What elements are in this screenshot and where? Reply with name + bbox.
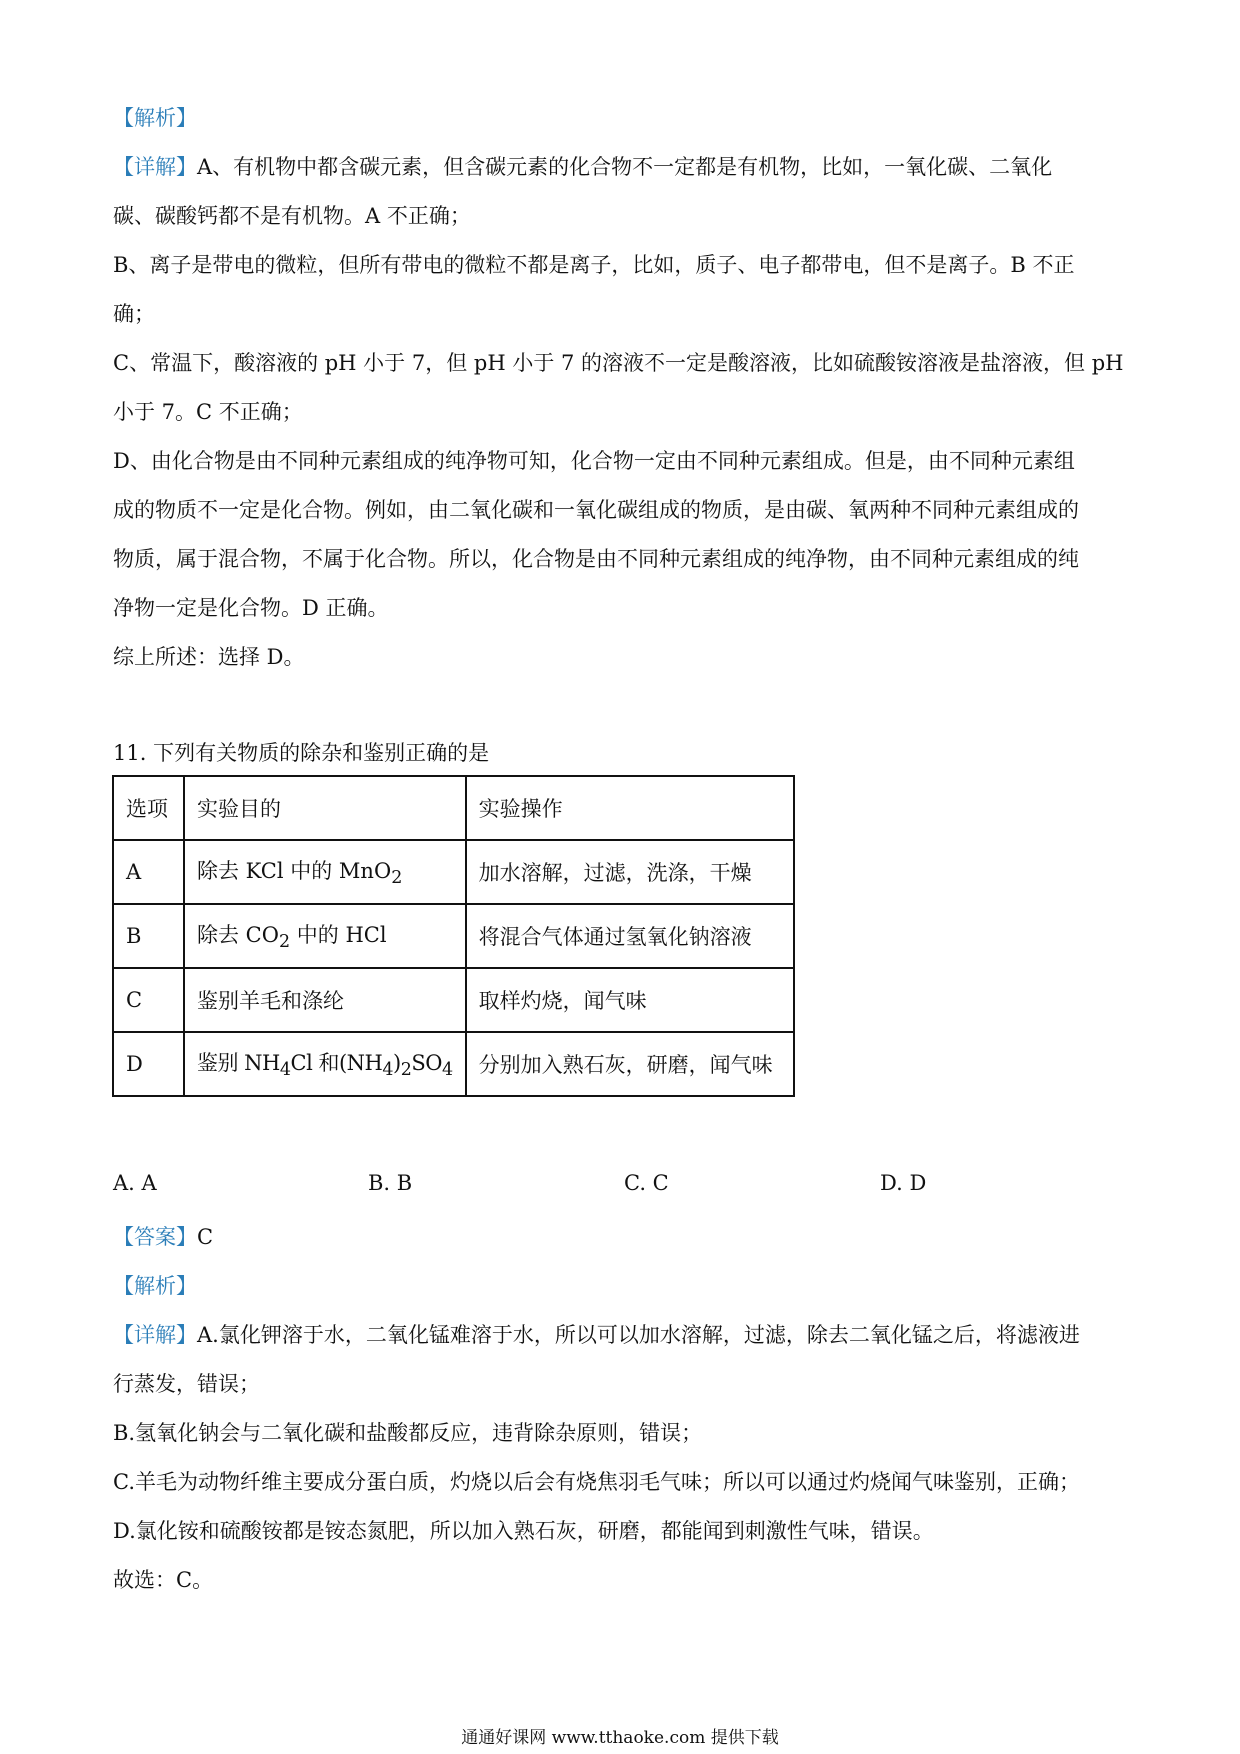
detail-a-cont: 行蒸发，错误； xyxy=(113,1372,260,1396)
detail-tag: 【详解】 xyxy=(113,155,197,179)
table-cell-operation: 将混合气体通过氢氧化钠溶液 xyxy=(466,904,794,968)
detail-paragraph-c: C、常温下，酸溶液的 pH 小于 7，但 pH 小于 7 的溶液不一定是酸溶液，比如硫酸铵溶液是盐溶液，但 pH xyxy=(113,351,1124,375)
conclusion-line: 故选：C。 xyxy=(113,1568,214,1592)
detail-paragraph-d-3: 物质，属于混合物，不属于化合物。所以，化合物是由不同种元素组成的纯净物，由不同种元素组成的纯 xyxy=(113,547,1079,571)
table-header-cell: 选项 xyxy=(113,776,184,840)
detail-c: C.羊毛为动物纤维主要成分蛋白质，灼烧以后会有烧焦羽毛气味；所以可以通过灼烧闻气味鉴别，正确； xyxy=(113,1470,1080,1494)
detail-paragraph-a: 【详解】A、有机物中都含碳元素，但含碳元素的化合物不一定都是有机物，比如，一氧化碳、二氧化 xyxy=(113,155,1053,179)
table-cell-purpose: 鉴别羊毛和涤纶 xyxy=(184,968,466,1032)
table-cell-purpose: 除去 KCl 中的 MnO$_2$ xyxy=(184,840,466,904)
detail-paragraph-d-2: 成的物质不一定是化合物。例如，由二氧化碳和一氧化碳组成的物质，是由碳、氧两种不同种元素组成的 xyxy=(113,498,1079,522)
table-row xyxy=(113,840,794,904)
analysis-heading: 【解析】 xyxy=(113,106,197,130)
detail-paragraph-c-cont: 小于 7。C 不正确； xyxy=(113,400,303,424)
table-header-cell: 实验目的 xyxy=(184,776,466,840)
summary-line: 综上所述：选择 D。 xyxy=(113,645,305,669)
detail-tag-2: 【详解】 xyxy=(113,1323,197,1347)
table-cell-operation: 取样灼烧，闻气味 xyxy=(466,968,794,1032)
answer-value: C xyxy=(197,1225,214,1249)
detail-paragraph-d-4: 净物一定是化合物。D 正确。 xyxy=(113,596,389,620)
question-11-title: 11. 下列有关物质的除杂和鉴别正确的是 xyxy=(113,741,490,765)
table-row xyxy=(113,1032,794,1096)
detail-d: D.氯化铵和硫酸铵都是铵态氮肥，所以加入熟石灰，研磨，都能闻到刺激性气味，错误。 xyxy=(113,1519,934,1543)
table-row xyxy=(113,904,794,968)
table-header-row xyxy=(113,776,794,840)
question-11-table xyxy=(112,775,795,1097)
table-cell-option: A xyxy=(113,840,184,904)
detail-paragraph-a-cont: 碳、碳酸钙都不是有机物。A 不正确； xyxy=(113,204,471,228)
detail-b: B.氢氧化钠会与二氧化碳和盐酸都反应，违背除杂原则，错误； xyxy=(113,1421,703,1445)
table-row xyxy=(113,968,794,1032)
analysis-heading-2: 【解析】 xyxy=(113,1274,197,1298)
table-cell-purpose: 除去 $CO_2$ 中的 HCl xyxy=(184,904,466,968)
table-cell-operation: 加水溶解，过滤，洗涤，干燥 xyxy=(466,840,794,904)
detail-a: 【详解】A.氯化钾溶于水，二氧化锰难溶于水，所以可以加水溶解，过滤，除去二氧化锰之后，将滤液进 xyxy=(113,1323,1080,1347)
detail-paragraph-b-cont: 确； xyxy=(113,302,155,326)
table-cell-option: C xyxy=(113,968,184,1032)
table-cell-option: D xyxy=(113,1032,184,1096)
detail-paragraph-d: D、由化合物是由不同种元素组成的纯净物可知，化合物一定由不同种元素组成。但是，由不同种元素组 xyxy=(113,449,1075,473)
table-header-cell: 实验操作 xyxy=(466,776,794,840)
table-cell-option: B xyxy=(113,904,184,968)
page-footer: 通通好课网 www.tthaoke.com 提供下载 xyxy=(461,1728,779,1748)
detail-paragraph-b: B、离子是带电的微粒，但所有带电的微粒不都是离子，比如，质子、电子都带电，但不是离子。B 不正 xyxy=(113,253,1075,277)
option-b: B. B xyxy=(368,1171,413,1195)
table-cell-purpose: 鉴别 $NH_4Cl$ 和$(NH_4)_2SO_4$ xyxy=(184,1032,466,1096)
answer-line xyxy=(113,1213,1133,1262)
option-a: A. A xyxy=(113,1171,157,1195)
option-c: C. C xyxy=(624,1171,669,1195)
answer-tag: 【答案】 xyxy=(113,1225,197,1249)
option-d: D. D xyxy=(880,1171,927,1195)
table-cell-operation: 分别加入熟石灰，研磨，闻气味 xyxy=(466,1032,794,1096)
